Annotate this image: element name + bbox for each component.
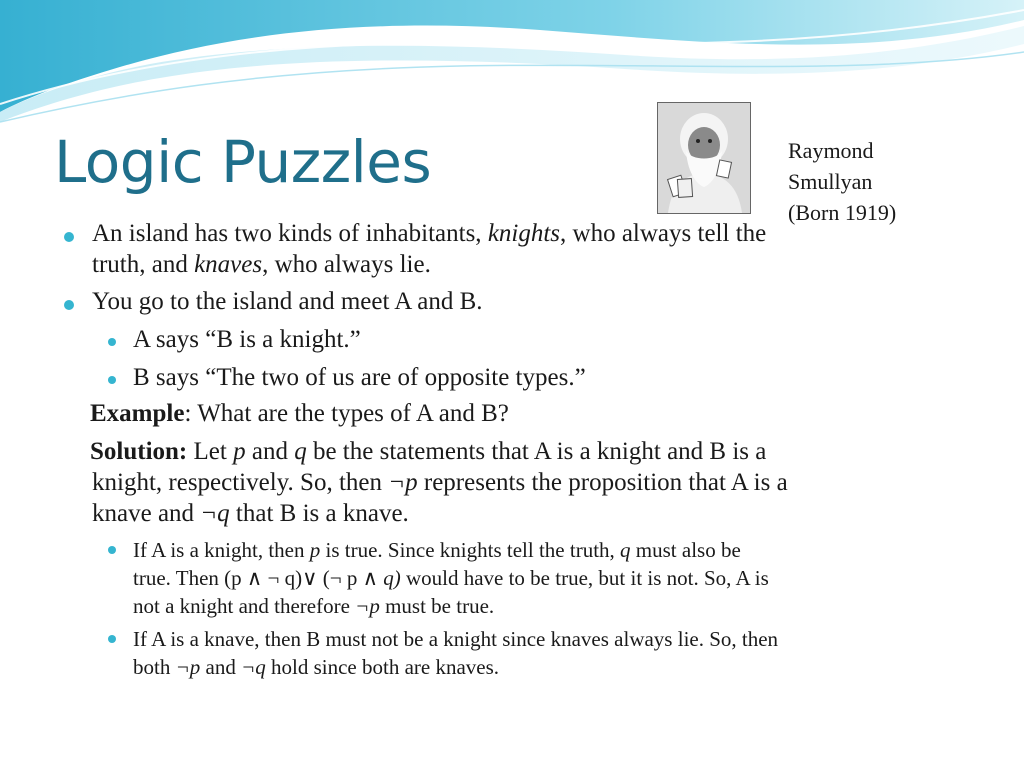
portrait-caption [788, 135, 896, 228]
case-text: not a knight and therefore ¬p must be true. [133, 594, 495, 618]
header-wave-decoration [0, 0, 1024, 130]
slide-title: Logic Puzzles [54, 128, 432, 196]
bullet-icon [108, 376, 116, 384]
caption-line: Raymond [788, 138, 874, 163]
solution-line: Solution: Let p and q be the statements that A is a knight and B is a [90, 438, 767, 465]
case-text: If A is a knight, then p is true. Since knights tell the truth, q must also be [133, 538, 741, 562]
bullet-icon [108, 635, 116, 643]
bullet-text: An island has two kinds of inhabitants, knights, who always tell the [92, 220, 767, 247]
bullet-text: truth, and knaves, who always lie. [92, 251, 431, 278]
solution-line: knight, respectively. So, then ¬p represents the proposition that A is a [92, 469, 788, 496]
caption-line: Smullyan [788, 169, 873, 194]
caption-line: (Born 1919) [788, 200, 897, 225]
sub-bullet-text: B says “The two of us are of opposite types.” [133, 364, 586, 391]
bullet-text: You go to the island and meet A and B. [92, 288, 483, 315]
bullet-icon [64, 300, 74, 310]
solution-line: knave and ¬q that B is a knave. [92, 500, 409, 527]
case-text: both ¬p and ¬q hold since both are knaves. [133, 655, 500, 679]
case-text: true. Then (p ∧ ¬ q)∨ (¬ p ∧ q) would have to be true, but it is not. So, A is [133, 566, 769, 590]
bullet-icon [108, 546, 116, 554]
bullet-icon [108, 338, 116, 346]
example-line: Example: What are the types of A and B? [90, 400, 509, 427]
case-text: If A is a knave, then B must not be a knight since knaves always lie. So, then [133, 627, 779, 651]
sub-bullet-text: A says “B is a knight.” [133, 326, 361, 353]
bullet-icon [64, 232, 74, 242]
smullyan-portrait [657, 102, 751, 214]
